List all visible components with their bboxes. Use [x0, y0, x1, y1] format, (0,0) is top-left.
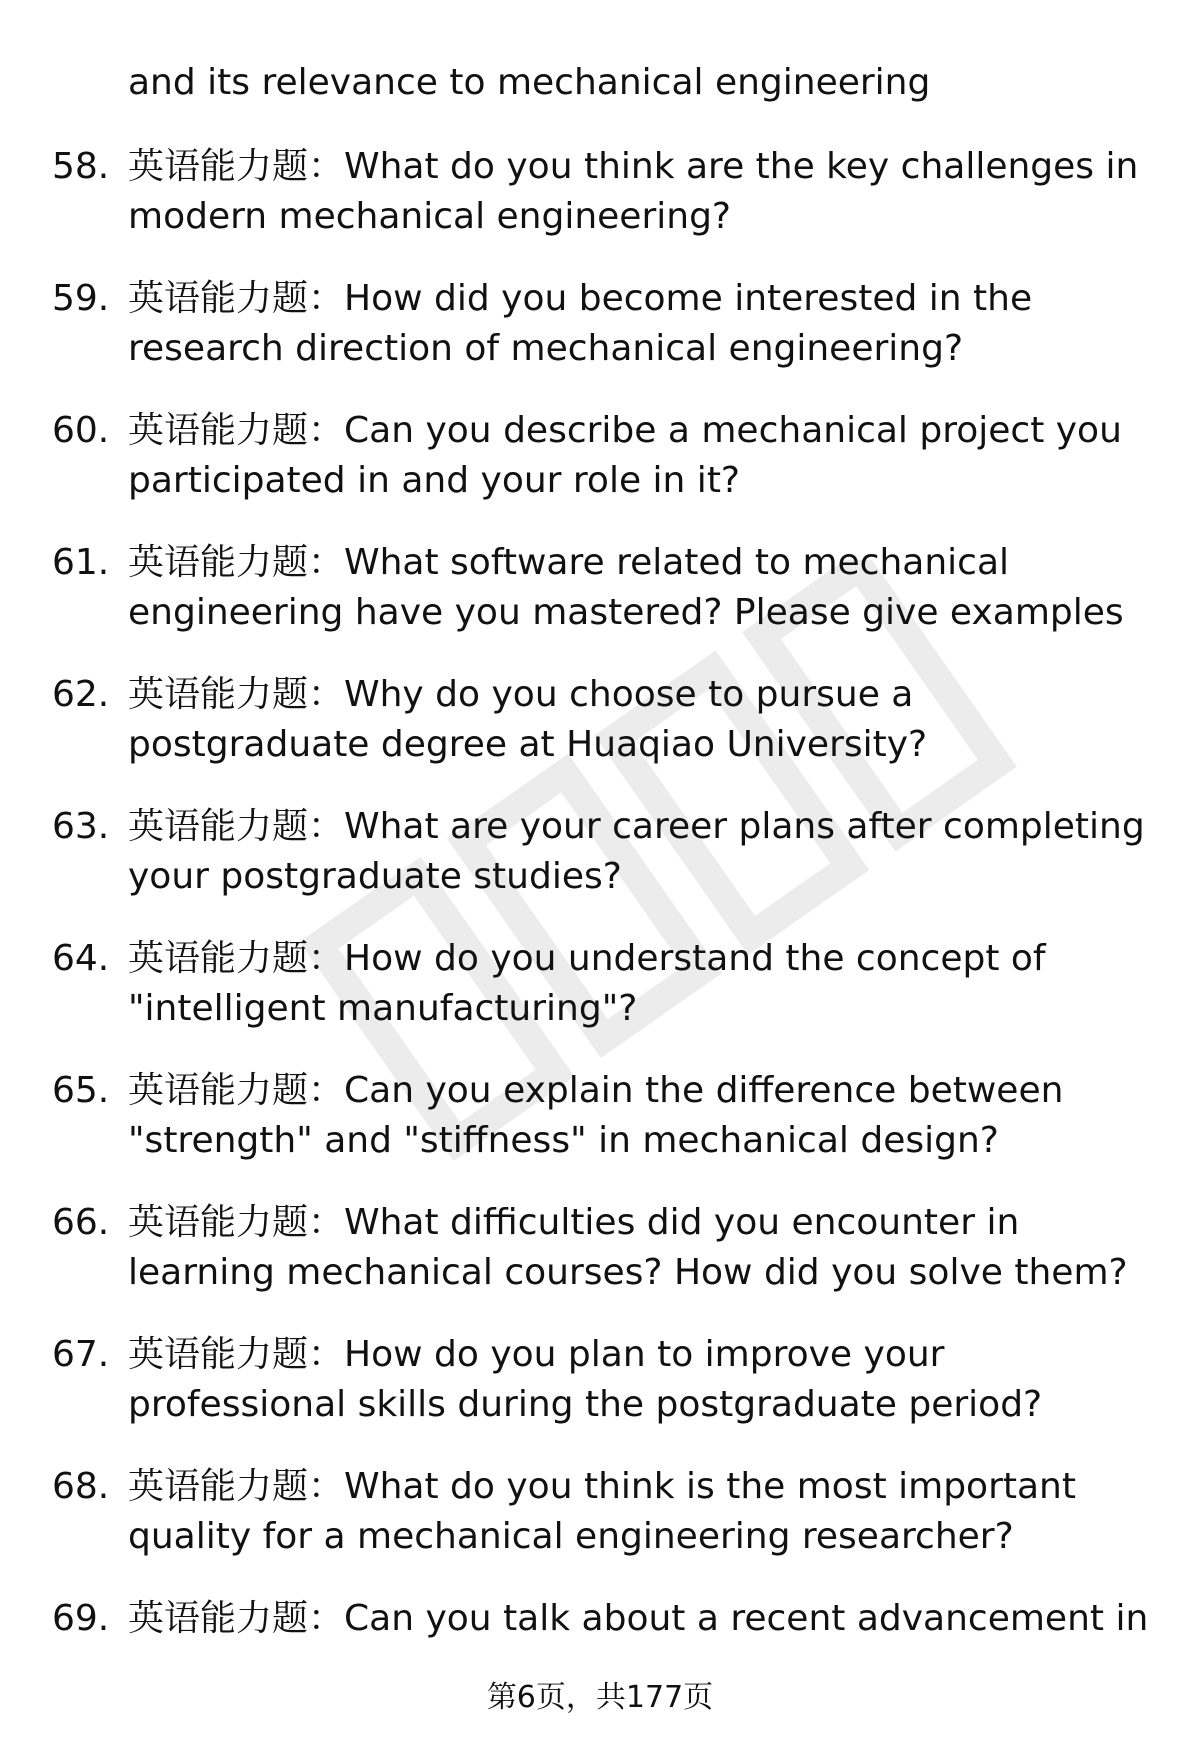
question-label: 英语能力题： — [128, 1202, 345, 1243]
question-number: 69. — [52, 1598, 110, 1639]
list-item — [0, 1066, 1200, 1198]
question-number: 64. — [52, 938, 110, 979]
question-label: 英语能力题： — [128, 1466, 345, 1507]
question-body — [128, 1330, 1158, 1430]
list-item — [0, 670, 1200, 802]
question-label: 英语能力题： — [128, 1598, 345, 1639]
list-item — [0, 1198, 1200, 1330]
question-body — [128, 670, 1158, 770]
list-item — [0, 802, 1200, 934]
question-label: 英语能力题： — [128, 410, 345, 451]
question-number: 68. — [52, 1466, 110, 1507]
question-label: 英语能力题： — [128, 938, 345, 979]
question-label: 英语能力题： — [128, 1070, 345, 1111]
question-list — [0, 142, 1200, 1726]
question-number: 58. — [52, 146, 110, 187]
page-footer: 第6页，共177页 — [486, 1680, 714, 1715]
question-number: 62. — [52, 674, 110, 715]
question-text: What software related to mechanical engineering have you mastered? Please give examples — [128, 542, 1124, 633]
question-label: 英语能力题： — [128, 146, 345, 187]
continuation-text: and its relevance to mechanical engineering — [128, 62, 931, 103]
list-item — [0, 1462, 1200, 1594]
question-text: Can you describe a mechanical project you participated in and your role in it? — [128, 410, 1122, 501]
question-text: What are your career plans after completing your postgraduate studies? — [128, 806, 1145, 897]
question-body — [128, 538, 1158, 638]
question-body — [128, 1462, 1158, 1562]
list-item — [0, 142, 1200, 274]
question-body — [128, 934, 1158, 1034]
list-item — [0, 1330, 1200, 1462]
question-label: 英语能力题： — [128, 542, 345, 583]
question-number: 67. — [52, 1334, 110, 1375]
list-item — [0, 406, 1200, 538]
question-body — [128, 274, 1158, 374]
list-item — [0, 934, 1200, 1066]
question-text: Why do you choose to pursue a postgraduate degree at Huaqiao University? — [128, 674, 928, 765]
question-body — [128, 1198, 1158, 1298]
question-text: What difficulties did you encounter in learning mechanical courses? How did you solve them? — [128, 1202, 1128, 1293]
question-number: 60. — [52, 410, 110, 451]
question-number: 59. — [52, 278, 110, 319]
question-body — [128, 1066, 1158, 1166]
question-text: What do you think is the most important quality for a mechanical engineering researcher? — [128, 1466, 1076, 1557]
question-label: 英语能力题： — [128, 806, 345, 847]
question-number: 61. — [52, 542, 110, 583]
question-text: How do you plan to improve your professional skills during the postgraduate period? — [128, 1334, 1043, 1425]
question-text: How do you understand the concept of "intelligent manufacturing"? — [128, 938, 1046, 1029]
list-item — [0, 274, 1200, 406]
question-text: What do you think are the key challenges in modern mechanical engineering? — [128, 146, 1139, 237]
question-label: 英语能力题： — [128, 674, 345, 715]
question-body — [128, 1594, 1158, 1644]
question-number: 63. — [52, 806, 110, 847]
question-number: 66. — [52, 1202, 110, 1243]
list-item — [0, 538, 1200, 670]
question-body — [128, 142, 1158, 242]
question-text: How did you become interested in the research direction of mechanical engineering? — [128, 278, 1033, 369]
question-text: Can you explain the difference between "strength" and "stiffness" in mechanical design? — [128, 1070, 1064, 1161]
question-text: Can you talk about a recent advancement in — [344, 1598, 1149, 1639]
question-number: 65. — [52, 1070, 110, 1111]
question-label: 英语能力题： — [128, 1334, 345, 1375]
question-body — [128, 802, 1158, 902]
question-label: 英语能力题： — [128, 278, 345, 319]
question-body — [128, 406, 1158, 506]
